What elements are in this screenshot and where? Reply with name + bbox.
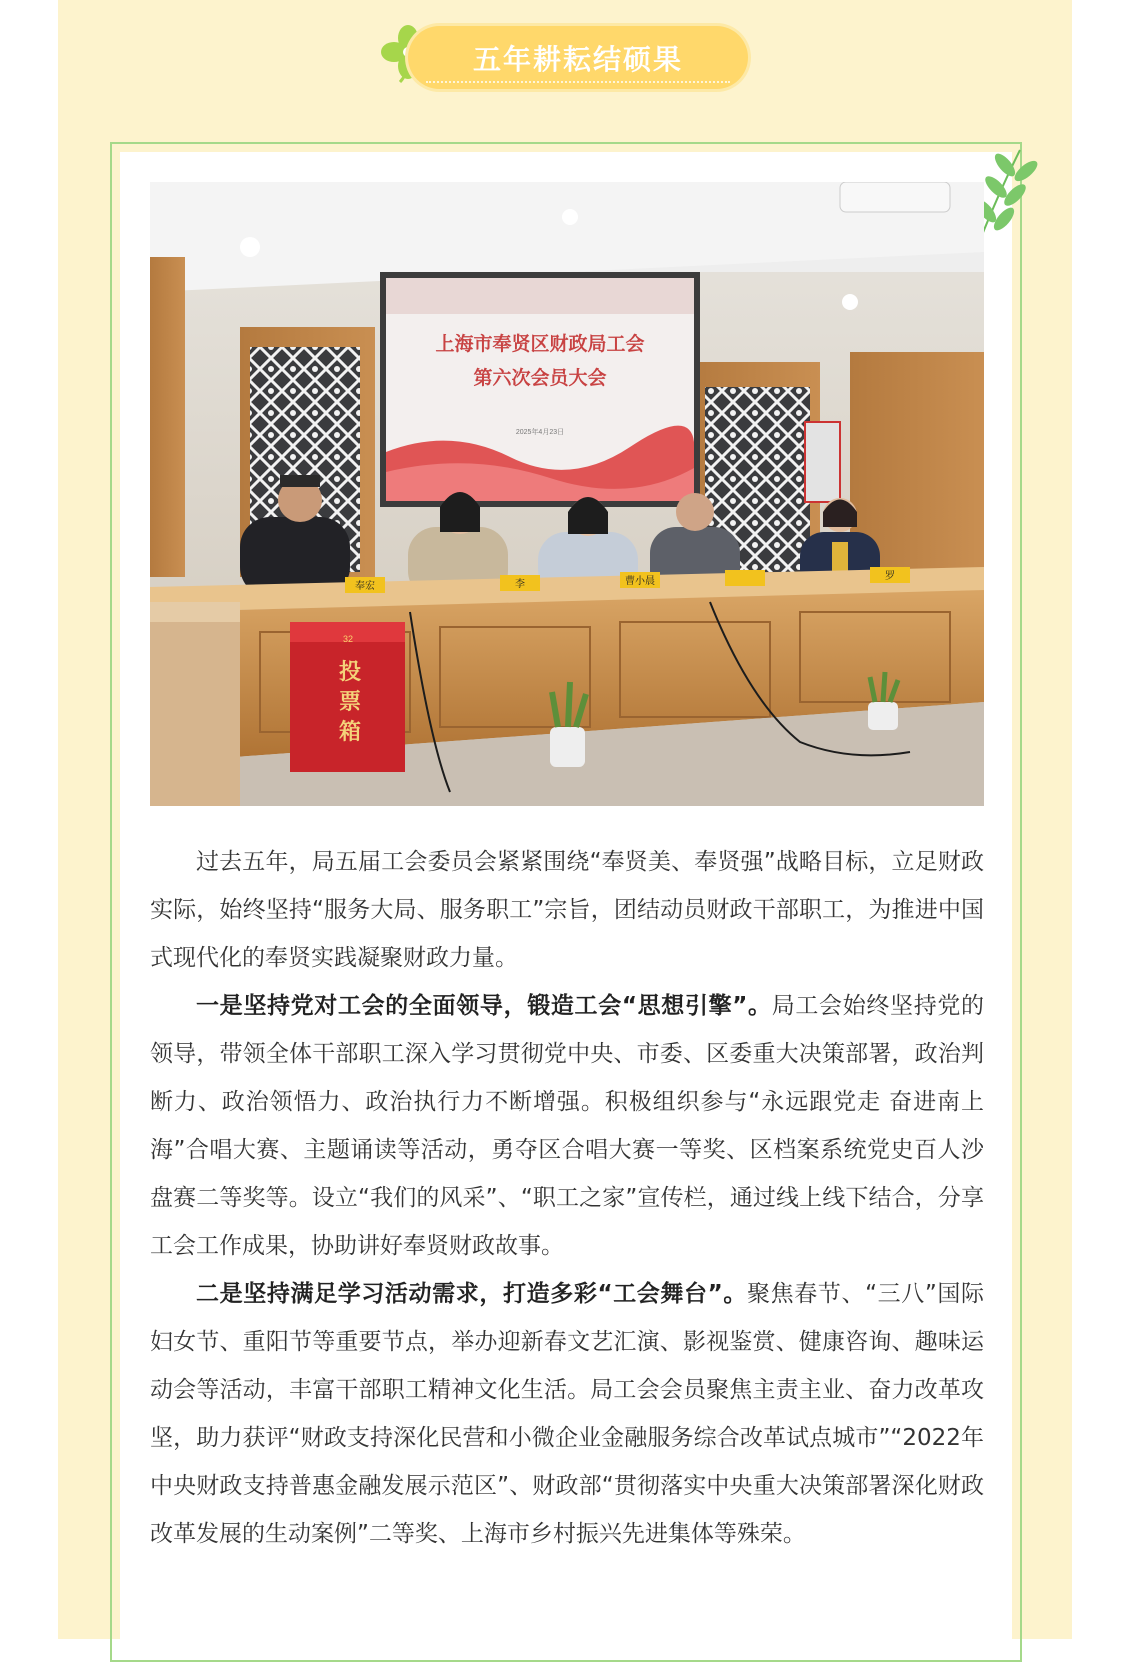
paragraph-3 (150, 1270, 984, 1558)
nameplate-1: 奉宏 (355, 581, 375, 592)
paragraph-3-text: 聚焦春节、“三八”国际妇女节、重阳节等重要节点，举办迎新春文艺汇演、影视鉴赏、健康咨询、趣味运动会等活动，丰富干部职工精神文化生活。局工会会员聚焦主责主业、奋力改革攻坚，助力获评“财政支持深化民营和小微企业金融服务综合改革试点城市”“2022年中央财政支持普惠金融发展示范区”、财政部“贯彻落实中央重大决策部署深化财政改革发展的生动案例”二等奖、上海市乡村振兴先进集体等殊荣。 (150, 1281, 985, 1547)
section-title: 五年耕耘结硕果 (472, 43, 683, 76)
nameplate-5: 罗 (885, 571, 895, 582)
paragraph-2-text: 局工会始终坚持党的领导，带领全体干部职工深入学习贯彻党中央、市委、区委重大决策部署，政治判断力、政治领悟力、政治执行力不断增强。积极组织参与“永远跟党走 奋进南上海”合唱大赛、主题诵读等活动，勇夺区合唱大赛一等奖、区档案系统党史百人沙盘赛二等奖等。设立“我们的风采”、“职工之家”宣传栏，通过线上线下结合，分享工会工作成果，协助讲好奉贤财政故事。 (150, 993, 985, 1259)
screen-title-line2: 第六次会员大会 (473, 368, 607, 389)
pill-dotted-line (426, 81, 730, 83)
ballot-box-label-2: 票 (338, 689, 362, 714)
nameplate-2: 李 (515, 579, 525, 590)
meeting-photo (150, 182, 984, 806)
ballot-box-label-1: 投 (338, 659, 362, 684)
paragraph-2-heading: 一是坚持党对工会的全面领导，锻造工会“思想引擎”。 (196, 993, 772, 1019)
section-title-pill (408, 26, 748, 89)
nameplate-3: 曹小晨 (625, 576, 655, 587)
paragraph-intro: 过去五年，局五届工会委员会紧紧围绕“奉贤美、奉贤强”战略目标，立足财政实际，始终坚持“服务大局、服务职工”宗旨，团结动员财政干部职工，为推进中国式现代化的奉贤实践凝聚财政力量。 (150, 849, 984, 971)
ballot-box-label-3: 箱 (338, 719, 362, 744)
ballot-box-number: 32 (342, 634, 354, 644)
screen-date: 2025年4月23日 (515, 429, 565, 436)
screen-title-line1: 上海市奉贤区财政局工会 (435, 334, 645, 355)
article-body (150, 838, 984, 1558)
paragraph-2 (150, 982, 984, 1270)
paragraph-3-heading: 二是坚持满足学习活动需求，打造多彩“工会舞台”。 (196, 1281, 748, 1307)
